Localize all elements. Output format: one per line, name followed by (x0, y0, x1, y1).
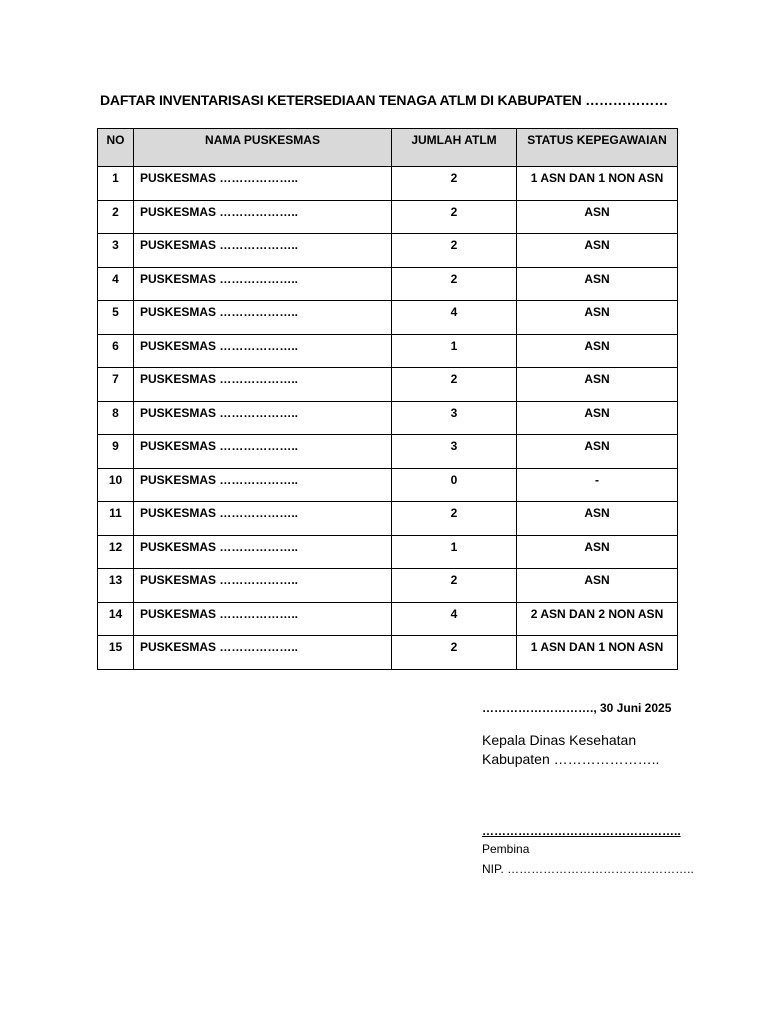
puskesmas-name: PUSKESMAS ……………….. (134, 401, 392, 435)
table-row (98, 167, 678, 201)
row-number: 6 (98, 334, 134, 368)
atlm-count: 4 (392, 602, 517, 636)
row-number: 2 (98, 200, 134, 234)
puskesmas-name: PUSKESMAS ……………….. (134, 435, 392, 469)
table-row (98, 535, 678, 569)
puskesmas-name: PUSKESMAS ……………….. (134, 368, 392, 402)
employment-status: ASN (517, 334, 678, 368)
table-row (98, 334, 678, 368)
atlm-count: 3 (392, 401, 517, 435)
atlm-count: 4 (392, 301, 517, 335)
header-no: NO (98, 129, 134, 167)
table-row (98, 468, 678, 502)
row-number: 7 (98, 368, 134, 402)
employment-status: ASN (517, 401, 678, 435)
table-row (98, 200, 678, 234)
employment-status: ASN (517, 267, 678, 301)
row-number: 13 (98, 569, 134, 603)
atlm-count: 1 (392, 535, 517, 569)
table-row (98, 301, 678, 335)
atlm-count: 0 (392, 468, 517, 502)
row-number: 1 (98, 167, 134, 201)
table-row (98, 368, 678, 402)
signatory-regency: Kabupaten ………………….. (482, 751, 660, 767)
employment-status: ASN (517, 435, 678, 469)
row-number: 11 (98, 502, 134, 536)
puskesmas-name: PUSKESMAS ……………….. (134, 301, 392, 335)
employment-status: ASN (517, 569, 678, 603)
atlm-count: 2 (392, 368, 517, 402)
table-row (98, 234, 678, 268)
row-number: 9 (98, 435, 134, 469)
puskesmas-name: PUSKESMAS ……………….. (134, 602, 392, 636)
table-header-row (98, 129, 678, 167)
header-atlm-count: JUMLAH ATLM (392, 129, 517, 167)
employment-status: 1 ASN DAN 1 NON ASN (517, 636, 678, 670)
row-number: 14 (98, 602, 134, 636)
signature-date: ………………………., 30 Juni 2025 (482, 701, 672, 715)
table-row (98, 401, 678, 435)
row-number: 8 (98, 401, 134, 435)
table-row (98, 435, 678, 469)
employment-status: ASN (517, 234, 678, 268)
atlm-count: 1 (392, 334, 517, 368)
puskesmas-name: PUSKESMAS ……………….. (134, 200, 392, 234)
atlm-count: 2 (392, 167, 517, 201)
employment-status: ASN (517, 368, 678, 402)
signatory-nip: NIP. ……………………………………….. (482, 862, 694, 876)
table-row (98, 267, 678, 301)
atlm-count: 2 (392, 636, 517, 670)
puskesmas-name: PUSKESMAS ……………….. (134, 234, 392, 268)
puskesmas-name: PUSKESMAS ……………….. (134, 502, 392, 536)
puskesmas-name: PUSKESMAS ……………….. (134, 267, 392, 301)
employment-status: 2 ASN DAN 2 NON ASN (517, 602, 678, 636)
row-number: 5 (98, 301, 134, 335)
puskesmas-name: PUSKESMAS ……………….. (134, 167, 392, 201)
header-employment-status: STATUS KEPEGAWAIAN (517, 129, 678, 167)
employment-status: ASN (517, 301, 678, 335)
atlm-count: 2 (392, 267, 517, 301)
puskesmas-name: PUSKESMAS ……………….. (134, 569, 392, 603)
atlm-count: 2 (392, 200, 517, 234)
table-row (98, 502, 678, 536)
signatory-rank: Pembina (482, 842, 530, 856)
signatory-title: Kepala Dinas Kesehatan (482, 732, 637, 748)
signatory-name-line: ………………………………………….. (482, 824, 681, 838)
puskesmas-name: PUSKESMAS ……………….. (134, 334, 392, 368)
table-row (98, 569, 678, 603)
employment-status: 1 ASN DAN 1 NON ASN (517, 167, 678, 201)
employment-status: ASN (517, 535, 678, 569)
row-number: 4 (98, 267, 134, 301)
puskesmas-name: PUSKESMAS ……………….. (134, 535, 392, 569)
row-number: 12 (98, 535, 134, 569)
atlm-count: 2 (392, 234, 517, 268)
employment-status: ASN (517, 502, 678, 536)
document-title: DAFTAR INVENTARISASI KETERSEDIAAN TENAGA ATLM DI KABUPATEN ……………… (100, 92, 668, 108)
atlm-count: 2 (392, 502, 517, 536)
atlm-count: 2 (392, 569, 517, 603)
employment-status: - (517, 468, 678, 502)
row-number: 10 (98, 468, 134, 502)
header-puskesmas-name: NAMA PUSKESMAS (134, 129, 392, 167)
table-row (98, 602, 678, 636)
puskesmas-name: PUSKESMAS ……………….. (134, 468, 392, 502)
inventory-table (97, 128, 678, 670)
employment-status: ASN (517, 200, 678, 234)
table-row (98, 636, 678, 670)
row-number: 3 (98, 234, 134, 268)
row-number: 15 (98, 636, 134, 670)
atlm-count: 3 (392, 435, 517, 469)
puskesmas-name: PUSKESMAS ……………….. (134, 636, 392, 670)
